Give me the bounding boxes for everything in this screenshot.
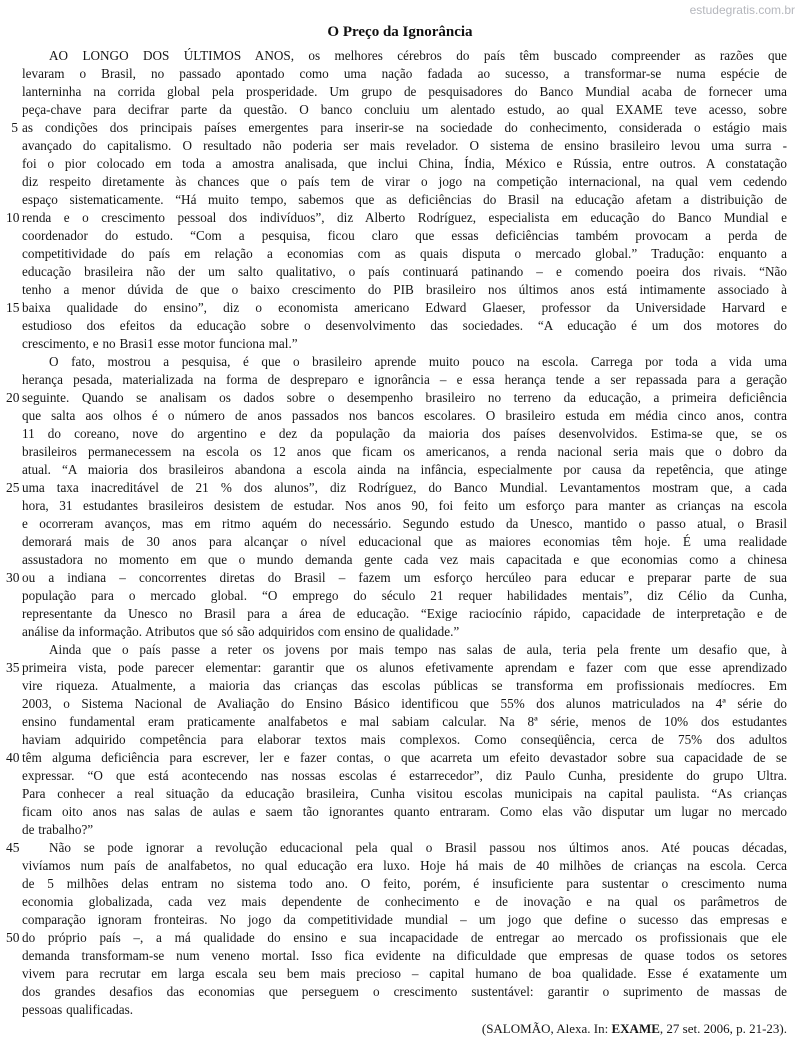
text-line bbox=[6, 911, 787, 929]
text-line bbox=[6, 641, 787, 659]
line-text: avançado do capitalismo. O resultado não poderia ser mais revelador. O sistema de ensino brasileiro levou uma surra - bbox=[22, 138, 787, 153]
text-line bbox=[6, 191, 787, 209]
text-line bbox=[6, 695, 787, 713]
text-line bbox=[6, 929, 787, 947]
line-text: educação brasileira não der um salto qualitativo, o país continuará patinando – e comendo poeira dos rivais. “Não bbox=[22, 264, 787, 279]
text-line bbox=[6, 821, 787, 839]
citation bbox=[482, 1020, 787, 1038]
line-text: Para conhecer a real situação da educação brasileira, Cunha visitou escolas municipais na capital paulista. “As crianças bbox=[22, 786, 787, 801]
line-number: 5 bbox=[11, 120, 18, 135]
line-text: primeira vista, pode parecer elementar: garantir que os alunos efetivamente aprendam e fazer com que esse aprendizado bbox=[22, 660, 787, 675]
text-line bbox=[6, 1001, 787, 1019]
text-line bbox=[6, 461, 787, 479]
text-line bbox=[6, 371, 787, 389]
line-text: brasileiros permanecessem na escola os 12 anos que ficam os americanos, a renda nacional seria mais que o dobro da bbox=[22, 444, 787, 459]
text-line bbox=[6, 479, 787, 497]
text-line bbox=[6, 515, 787, 533]
line-text: economia globalizada, cada vez mais dependente de conhecimento e de inovação e na qual os parâmetros de bbox=[22, 894, 787, 909]
line-text: foi o pior colocado em toda a amostra analisada, que inclui China, Índia, México e Rússia, entre outros. A constatação bbox=[22, 156, 787, 171]
text-line bbox=[6, 245, 787, 263]
line-text: levaram o Brasil, no passado apontado como uma nação fadada ao sucesso, a transformar-se numa espécie de bbox=[22, 66, 787, 81]
text-line bbox=[6, 407, 787, 425]
text-line bbox=[6, 173, 787, 191]
line-text: população para o mercado global. “O emprego do século 21 requer habilidades mentais”, diz Célio da Cunha, bbox=[22, 588, 787, 603]
line-text: herança pesada, materializada na forma de despreparo e ignorância – e essa herança tende a ser repassada para a geração bbox=[22, 372, 787, 387]
line-text: atual. “A maioria dos brasileiros abandona a escola ainda na infância, especialmente por causa da repetência, que atinge bbox=[22, 462, 787, 477]
line-text: renda e o crescimento pessoal dos indivíduos”, diz Alberto Rodríguez, especialista em educação do Banco Mundial e bbox=[22, 210, 787, 225]
line-text: análise da informação. Atributos que só são adquiridos com ensino de qualidade.” bbox=[22, 624, 460, 639]
line-text: diz respeito diretamente às chances que o país tem de virar o jogo na competição internacional, na qual vem cedendo bbox=[22, 174, 787, 189]
text-line bbox=[6, 353, 787, 371]
line-number: 40 bbox=[6, 750, 20, 765]
line-text: ficam oito anos nas salas de aulas e saem tão ignorantes quanto entraram. Como elas vão disputar um lugar no mercado bbox=[22, 804, 787, 819]
line-number: 10 bbox=[6, 210, 20, 225]
line-text: seguinte. Quando se analisam os dados sobre o desempenho brasileiro no terreno da educação, a primeira deficiência bbox=[22, 390, 787, 405]
line-text: expressar. “O que está acontecendo nas nossas escolas é estarrecedor”, diz Paulo Cunha, presidente do grupo Ultra. bbox=[22, 768, 787, 783]
line-text: que salta aos olhos é o número de anos passados nos bancos escolares. O brasileiro estuda em média cinco anos, contra bbox=[22, 408, 787, 423]
text-line bbox=[6, 317, 787, 335]
line-text: têm alguma deficiência para escrever, ler e fazer contas, o que acarreta um efeito devastador sobre sua capacidade de se bbox=[22, 750, 787, 765]
text-line bbox=[6, 659, 787, 677]
text-line bbox=[6, 443, 787, 461]
line-text: dos grandes desafios das economias que perseguem o crescimento sustentável: garantir o suprimento de massas de bbox=[22, 984, 787, 999]
line-text: ou a indiana – concorrentes diretas do Brasil – fazem um esforço hercúleo para educar e preparar parte de sua bbox=[22, 570, 787, 585]
text-line bbox=[6, 47, 787, 65]
citation-post: , 27 set. 2006, p. 21-23). bbox=[659, 1021, 787, 1036]
line-text: O fato, mostrou a pesquisa, é que o brasileiro aprende muito pouco na escola. Carrega por toda a vida uma bbox=[49, 354, 787, 369]
text-line bbox=[6, 983, 787, 1001]
citation-journal: EXAME bbox=[611, 1021, 660, 1036]
text-line bbox=[6, 83, 787, 101]
line-number: 15 bbox=[6, 300, 20, 315]
text-line bbox=[6, 857, 787, 875]
text-line bbox=[6, 137, 787, 155]
text-line bbox=[6, 605, 787, 623]
text-line bbox=[6, 119, 787, 137]
line-text: vivíamos num país de analfabetos, no qual educação era luxo. Hoje há mais de 40 milhões de crianças na escola. Cerca bbox=[22, 858, 787, 873]
text-line bbox=[6, 425, 787, 443]
text-line bbox=[6, 65, 787, 83]
line-text: 2003, o Sistema Nacional de Avaliação do Ensino Básico identificou que 55% dos alunos matriculados na 4ª série do bbox=[22, 696, 787, 711]
line-number: 30 bbox=[6, 570, 20, 585]
text-line bbox=[6, 155, 787, 173]
line-text: e ocorreram avanços, mas em ritmo aquém do necessário. Segundo estudo da Unesco, mantido o passo atual, o Brasil bbox=[22, 516, 787, 531]
line-text: estudioso dos efeitos da educação sobre o desenvolvimento das sociedades. “A educação é um dos motores do bbox=[22, 318, 787, 333]
text-line bbox=[6, 839, 787, 857]
line-number: 45 bbox=[6, 840, 20, 855]
line-number: 50 bbox=[6, 930, 20, 945]
text-line bbox=[6, 389, 787, 407]
page-title: O Preço da Ignorância bbox=[327, 24, 473, 40]
text-body bbox=[6, 47, 787, 1019]
text-line bbox=[6, 281, 787, 299]
line-number: 20 bbox=[6, 390, 20, 405]
text-line bbox=[6, 731, 787, 749]
line-text: de 5 milhões delas entram no sistema todo ano. O feito, porém, é insuficiente para sustentar o crescimento numa bbox=[22, 876, 787, 891]
text-line bbox=[6, 749, 787, 767]
line-text: coordenador do estudo. “Com a pesquisa, ficou claro que essas deficiências também provocam a perda de bbox=[22, 228, 787, 243]
text-line bbox=[6, 101, 787, 119]
line-text: demanda transformam-se num veneno mortal. Isso fica evidente na dificuldade que empresas de quase todos os setores bbox=[22, 948, 787, 963]
line-text: vivem para recrutar em larga escala seu bem mais precioso – capital humano de boa qualidade. Esse é exatamente um bbox=[22, 966, 787, 981]
line-text: vire riqueza. Atualmente, a maioria das crianças das escolas públicas se transforma em profissionais medíocres. Em bbox=[22, 678, 787, 693]
text-line bbox=[6, 335, 787, 353]
line-text: do próprio país –, a má qualidade do ensino e sua incapacidade de entregar ao mercado os profissionais que ele bbox=[22, 930, 787, 945]
line-text: uma taxa inacreditável de 21 % dos alunos”, diz Rodríguez, do Banco Mundial. Levantamentos mostram que, a cada bbox=[22, 480, 787, 495]
text-line bbox=[6, 551, 787, 569]
text-line bbox=[6, 587, 787, 605]
text-line bbox=[6, 677, 787, 695]
line-text: espaço sistematicamente. “Há muito tempo, sabemos que as deficiências do Brasil na educação afetam a distribuição de bbox=[22, 192, 787, 207]
line-text: de trabalho?” bbox=[22, 822, 94, 837]
text-line bbox=[6, 785, 787, 803]
text-line bbox=[6, 497, 787, 515]
text-line bbox=[6, 623, 787, 641]
text-line bbox=[6, 875, 787, 893]
line-text: ensino fundamental eram praticamente analfabetos e mal sabiam calcular. Na 8ª série, menos de 10% dos estudantes bbox=[22, 714, 787, 729]
line-text: baixa qualidade do ensino”, diz o economista americano Edward Glaeser, professor da Universidade Harvard e bbox=[22, 300, 787, 315]
line-text: Não se pode ignorar a revolução educacional pela qual o Brasil passou nos últimos anos. Até poucas décadas, bbox=[49, 840, 787, 855]
line-text: peça-chave para decifrar parte da questão. O banco concluiu um alentado estudo, ao qual EXAME teve acesso, sobre bbox=[22, 102, 787, 117]
line-text: assustadora no momento em que o mundo demanda gente cada vez mais capacitada e que economias como a chinesa bbox=[22, 552, 787, 567]
text-line bbox=[6, 533, 787, 551]
line-text: crescimento, e no Brasi1 esse motor funciona mal.” bbox=[22, 336, 298, 351]
line-text: representante da Unesco no Brasil para a área de educação. “Exige raciocínio rápido, capacidade de interpretação e de bbox=[22, 606, 787, 621]
line-text: hora, 31 estudantes brasileiros desistem de estudar. Nos anos 90, foi feito um esforço para manter as crianças na escola bbox=[22, 498, 787, 513]
text-line bbox=[6, 965, 787, 983]
line-text: demorará mais de 30 anos para alcançar o nível educacional que as maiores economias têm hoje. É uma realidade bbox=[22, 534, 787, 549]
line-text: as condições dos principais países emergentes para inserir-se na sociedade do conhecimento, considerada o estágio mais bbox=[22, 120, 787, 135]
text-line bbox=[6, 263, 787, 281]
line-text: tenho a menor dúvida de que o baixo crescimento do PIB brasileiro nos últimos anos está intimamente associado à bbox=[22, 282, 787, 297]
text-line bbox=[6, 209, 787, 227]
line-text: comparação ignoram fronteiras. No jogo da competitividade mundial – um jogo que define o sucesso das empresas e bbox=[22, 912, 787, 927]
text-line bbox=[6, 299, 787, 317]
watermark: estudegratis.com.br bbox=[689, 3, 795, 17]
text-line bbox=[6, 947, 787, 965]
line-text: pessoas qualificadas. bbox=[22, 1002, 134, 1017]
line-text: haviam adquirido competência para elaborar textos mais complexos. Como conseqüência, cerca de 75% dos adultos bbox=[22, 732, 787, 747]
text-line bbox=[6, 893, 787, 911]
line-text: 11 do coreano, nove do argentino e dez da população da maioria dos países desenvolvidos. Estima-se que, se os bbox=[22, 426, 787, 441]
line-text: lanterninha na corrida global pela prosperidade. Um grupo de pesquisadores do Banco Mundial acaba de fornecer uma bbox=[22, 84, 787, 99]
text-line bbox=[6, 767, 787, 785]
text-line bbox=[6, 227, 787, 245]
citation-pre: (SALOMÃO, Alexa. In: bbox=[481, 1021, 612, 1036]
line-text: Ainda que o país passe a reter os jovens por mais tempo nas salas de aula, teria pela frente um desafio que, à bbox=[49, 642, 787, 657]
line-number: 25 bbox=[6, 480, 20, 495]
text-line bbox=[6, 713, 787, 731]
line-text: competitividade do país em relação a economias com as quais disputa o mercado global.” Tradução: enquanto a bbox=[22, 246, 787, 261]
line-number: 35 bbox=[6, 660, 20, 675]
line-text: AO LONGO DOS ÚLTIMOS ANOS, os melhores cérebros do país têm buscado compreender as razões que bbox=[49, 48, 787, 63]
text-line bbox=[6, 803, 787, 821]
text-line bbox=[6, 569, 787, 587]
